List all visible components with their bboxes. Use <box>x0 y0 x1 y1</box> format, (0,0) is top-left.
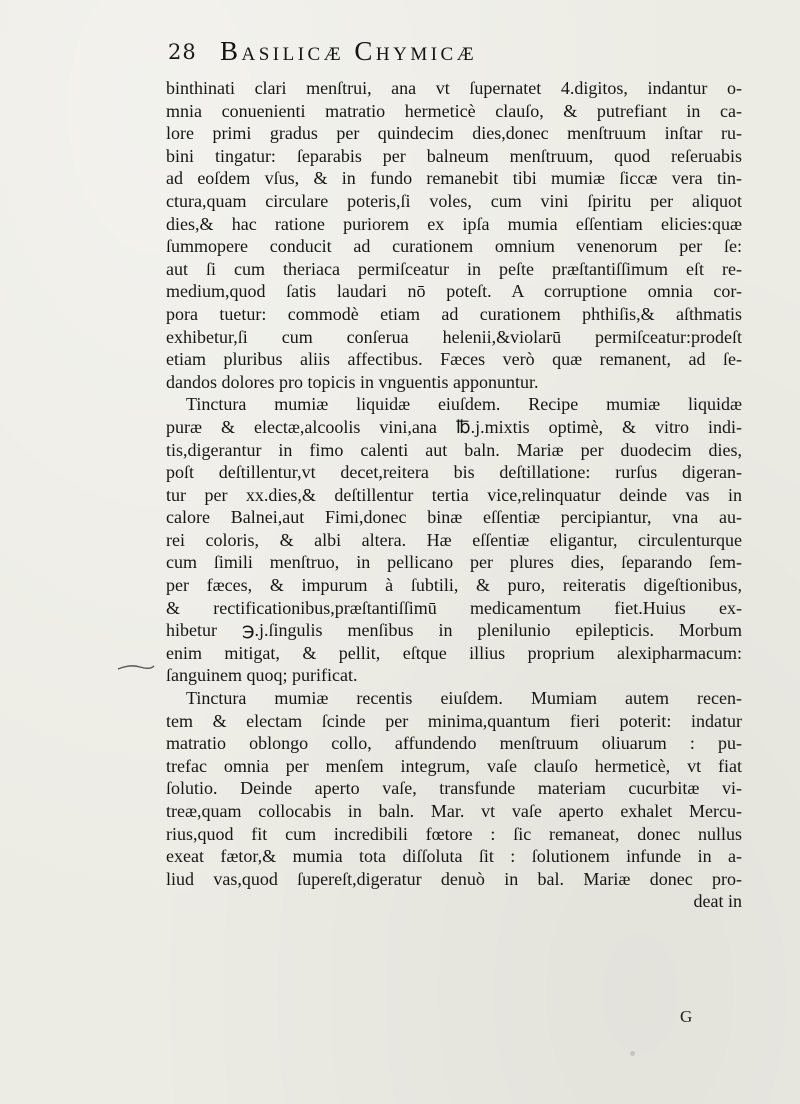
text-line: ſolutio. Deinde aperto vaſe, transfunde materiam cucurbitæ vi- <box>166 778 742 799</box>
text-line: calore Balnei,aut Fimi,donec binæ eſſentiæ percipiantur, vna au- <box>166 507 742 528</box>
page-number: 28 <box>168 40 197 64</box>
text-line: liud vas,quod ſupereſt,digeratur denuò in bal. Mariæ donec pro- <box>166 868 742 889</box>
text-line: aut ſi cum theriaca permiſceatur in peſte præſtantiſſimum eſt re- <box>166 258 742 279</box>
ink-spot <box>630 1051 635 1056</box>
text-line: binthinati clari menſtrui, ana vt ſupernatet 4.digitos, indantur o- <box>166 78 742 98</box>
text-line: ctura,quam circulare poteris,ſi voles, cum vini ſpiritu per aliquot <box>166 190 742 211</box>
running-head: Basilicæ Chymicæ <box>220 36 478 66</box>
text-line: rei coloris, & albi altera. Hæ eſſentiæ eligantur, circulenturque <box>166 529 742 550</box>
text-line: bini tingatur: ſeparabis per balneum menſtruum, quod reſeruabis <box>166 145 742 166</box>
text-line: puræ & electæ,alcoolis vini,ana ℔.j.mixtis optimè, & vitro indi- <box>166 416 742 437</box>
text-line: lore primi gradus per quindecim dies,donec menſtruum inſtar ru- <box>166 123 742 144</box>
text-line: tis,digerantur in fimo calenti aut baln. Mariæ per duodecim dies, <box>166 439 742 460</box>
text-line: hibetur ℈.j.ſingulis menſibus in plenilunio epilepticis. Morbum <box>166 620 742 641</box>
text-line: poſt deſtillentur,vt decet,reitera bis deſtillatione: rurſus digeran- <box>166 462 742 483</box>
text-line: & rectificationibus,præſtantiſſimū medicamentum fiet.Huius ex- <box>166 597 742 618</box>
text-line: tur per xx.dies,& deſtillentur tertia vice,relinquatur deinde vas in <box>166 484 742 505</box>
text-line: rius,quod fit cum incredibili fœtore : ſic remaneat, donec nullus <box>166 823 742 844</box>
text-line: deat in <box>693 891 742 912</box>
text-line: pora tuetur: commodè etiam ad curationem phthiſis,& aſthmatis <box>166 303 742 324</box>
text-line: enim mitigat, & pellit, eſtque illius proprium alexipharmacum: <box>166 642 742 663</box>
text-line: cum ſimili menſtruo, in pellicano per plures dies, ſeparando ſem- <box>166 552 742 573</box>
text-line: dandos dolores pro topicis in vnguentis apponuntur. <box>166 371 539 392</box>
ink-flourish-icon <box>116 660 156 674</box>
text-line: treæ,quam collocabis in baln. Mar. vt vaſe aperto exhalet Mercu- <box>166 801 742 821</box>
section-heading-line: Tinctura mumiæ liquidæ eiuſdem. Recipe mumiæ liquidæ <box>186 394 742 415</box>
section-heading-line: Tinctura mumiæ recentis eiuſdem. Mumiam autem recen- <box>186 688 742 709</box>
body-text <box>166 77 742 913</box>
text-line: ſanguinem quoq; purificat. <box>166 665 358 686</box>
text-line: tem & electam ſcinde per minima,quantum fieri poterit: indatur <box>166 710 742 731</box>
text-line: matratio oblongo collo, affundendo menſtruum oliuarum : pu- <box>166 733 742 754</box>
text-line: medium,quod ſatis laudari nō poteſt. A corruptione omnia cor- <box>166 281 742 302</box>
catchword: G <box>680 1007 693 1026</box>
text-line: dies,& hac ratione puriorem ex ipſa mumia eſſentiam elicies:quæ <box>166 213 742 234</box>
text-line: mnia conuenienti matratio hermeticè clauſo, & putrefiant in ca- <box>166 100 742 121</box>
text-line: etiam pluribus aliis affectibus. Fæces verò quæ remanent, ad ſe- <box>166 349 742 370</box>
text-line: exeat fætor,& mumia tota diſſoluta ſit : ſolutionem infunde in a- <box>166 846 742 867</box>
text-line: per fæces, & impurum à ſubtili, & puro, reiteratis digeſtionibus, <box>166 575 742 596</box>
text-line: ſummopere conducit ad curationem omnium venenorum per ſe: <box>166 236 742 257</box>
text-line: exhibetur,ſi cum conſerua helenii,&violarū permiſceatur:prodeſt <box>166 326 742 347</box>
text-line: trefac omnia per menſem integrum, vaſe clauſo hermeticè, vt fiat <box>166 755 742 776</box>
page-header <box>168 36 728 70</box>
text-line: ad eoſdem vſus, & in fundo remanebit tibi mumiæ ſiccæ vera tin- <box>166 168 742 189</box>
